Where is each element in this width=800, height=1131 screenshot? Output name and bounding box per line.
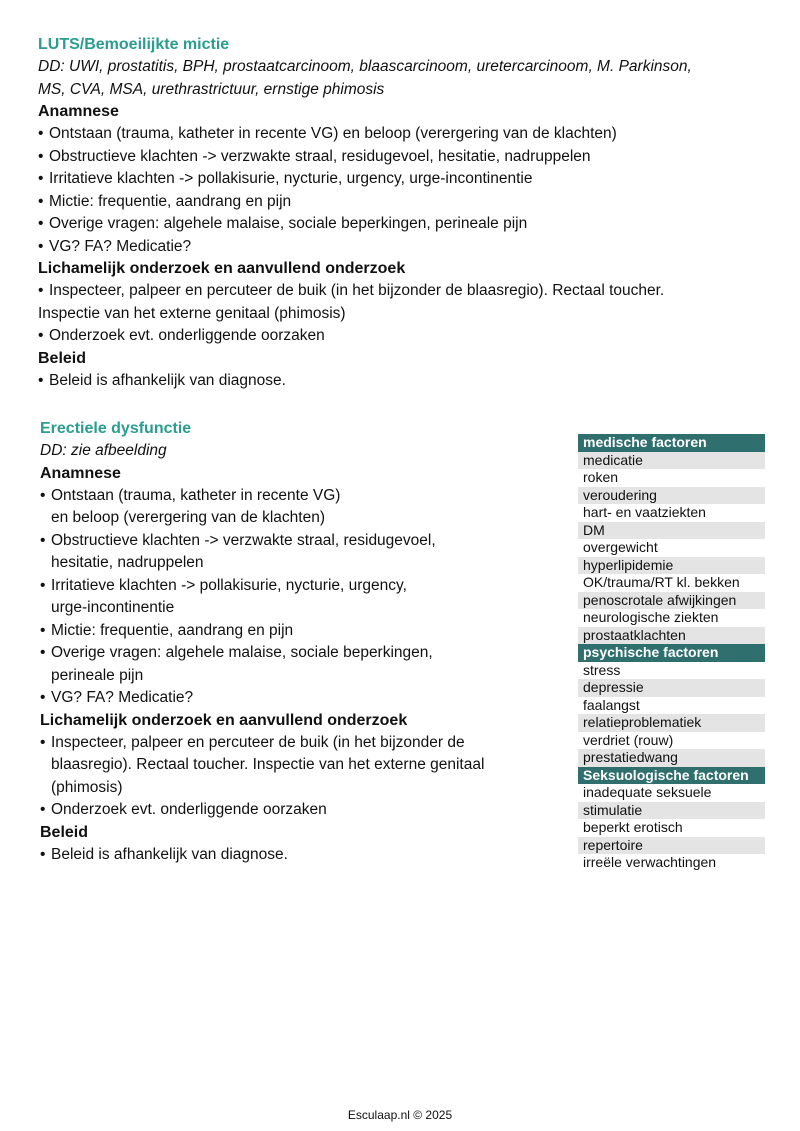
ed-anamnese-heading: Anamnese <box>40 464 121 482</box>
factor-item: faalangst <box>578 697 765 715</box>
factor-item: roken <box>578 469 765 487</box>
ed-anamnese-line: hesitatie, nadruppelen <box>51 554 204 571</box>
factor-group-heading: psychische factoren <box>578 644 765 662</box>
factor-item: DM <box>578 522 765 540</box>
factor-group-heading: medische factoren <box>578 434 765 452</box>
ed-anamnese-line: urge-incontinentie <box>51 599 175 616</box>
factor-item: stress <box>578 662 765 680</box>
factor-item: neurologische ziekten <box>578 609 765 627</box>
factor-item: relatieproblematiek <box>578 714 765 732</box>
footer-copyright: Esculaap.nl © 2025 <box>347 1108 453 1122</box>
luts-section <box>38 34 768 392</box>
factor-item: irreële verwachtingen <box>578 854 765 872</box>
luts-onderzoek-item-continuation: Inspectie van het externe genitaal (phimosis) <box>38 304 346 322</box>
ed-onderzoek-line: • Onderzoek evt. onderliggende oorzaken <box>51 801 327 818</box>
factor-item: inadequate seksuele <box>578 784 765 802</box>
ed-title: Erectiele dysfunctie <box>40 420 192 437</box>
ed-onderzoek-line: • Inspecteer, palpeer en percuteer de buik (in het bijzonder de <box>51 733 465 751</box>
factor-item: penoscrotale afwijkingen <box>578 592 765 610</box>
ed-anamnese-item <box>40 575 560 620</box>
luts-beleid-heading: Beleid <box>38 349 87 367</box>
ed-beleid-heading: Beleid <box>40 823 89 841</box>
factor-item: OK/trauma/RT kl. bekken <box>578 574 765 592</box>
ed-onderzoek-heading: Lichamelijk onderzoek en aanvullend onderzoek <box>40 711 408 729</box>
luts-onderzoek-item: • Onderzoek evt. onderliggende oorzaken <box>38 325 768 348</box>
ed-onderzoek-line: (phimosis) <box>51 778 123 796</box>
ed-anamnese-item <box>40 530 560 575</box>
ed-anamnese-line: • Overige vragen: algehele malaise, sociale beperkingen, <box>51 644 433 661</box>
luts-onderzoek-heading: Lichamelijk onderzoek en aanvullend onderzoek <box>38 260 406 277</box>
ed-anamnese-line: • Irritatieve klachten -> pollakisurie, nycturie, urgency, <box>51 576 407 594</box>
luts-anamnese-item: • VG? FA? Medicatie? <box>38 236 768 259</box>
ed-anamnese-line: • Ontstaan (trauma, katheter in recente VG) <box>51 486 341 504</box>
luts-beleid-item: • Beleid is afhankelijk van diagnose. <box>38 370 768 393</box>
ed-section <box>40 418 560 866</box>
luts-anamnese-item: • Obstructieve klachten -> verzwakte straal, residugevoel, hesitatie, nadruppelen <box>38 146 768 169</box>
factor-item: hyperlipidemie <box>578 557 765 575</box>
luts-dd-line-1: DD: UWI, prostatitis, BPH, prostaatcarcinoom, blaascarcinoom, uretercarcinoom, M. Parkinson, <box>38 58 692 75</box>
factor-item: depressie <box>578 679 765 697</box>
ed-onderzoek-item <box>40 799 560 822</box>
ed-anamnese-line: • VG? FA? Medicatie? <box>51 689 194 706</box>
luts-anamnese-item: • Mictie: frequentie, aandrang en pijn <box>38 191 768 214</box>
ed-anamnese-item <box>40 485 560 530</box>
ed-anamnese-line: en beloop (verergering van de klachten) <box>51 509 326 526</box>
factor-item: stimulatie <box>578 802 765 820</box>
factor-item: hart- en vaatziekten <box>578 504 765 522</box>
factor-item: medicatie <box>578 452 765 470</box>
luts-anamnese-heading: Anamnese <box>38 103 119 120</box>
ed-anamnese-line: • Obstructieve klachten -> verzwakte straal, residugevoel, <box>51 531 436 549</box>
factor-item: veroudering <box>578 487 765 505</box>
ed-anamnese-item <box>40 687 560 710</box>
luts-anamnese-item: • Irritatieve klachten -> pollakisurie, nycturie, urgency, urge-incontinentie <box>38 168 768 191</box>
ed-beleid-item: • Beleid is afhankelijk van diagnose. <box>40 844 560 867</box>
ed-anamnese-line: perineale pijn <box>51 666 144 684</box>
luts-anamnese-item: • Overige vragen: algehele malaise, sociale beperkingen, perineale pijn <box>38 213 768 236</box>
factor-table <box>578 434 765 872</box>
factor-item: verdriet (rouw) <box>578 732 765 750</box>
ed-onderzoek-line: blaasregio). Rectaal toucher. Inspectie van het externe genitaal <box>51 756 485 773</box>
factor-item: prestatiedwang <box>578 749 765 767</box>
factor-item: overgewicht <box>578 539 765 557</box>
ed-onderzoek-item <box>40 732 560 800</box>
luts-dd-line-2: MS, CVA, MSA, urethrastrictuur, ernstige phimosis <box>38 80 385 98</box>
ed-dd: DD: zie afbeelding <box>40 442 167 459</box>
factor-item: prostaatklachten <box>578 627 765 645</box>
luts-title: LUTS/Bemoeilijkte mictie <box>38 36 230 53</box>
factor-group-heading: Seksuologische factoren <box>578 767 765 785</box>
factor-item: beperkt erotisch <box>578 819 765 837</box>
factor-item: repertoire <box>578 837 765 855</box>
ed-anamnese-item <box>40 642 560 687</box>
luts-onderzoek-item: • Inspecteer, palpeer en percuteer de buik (in het bijzonder de blaasregio). Rectaal toucher. <box>38 280 768 303</box>
ed-anamnese-item <box>40 620 560 643</box>
ed-anamnese-line: • Mictie: frequentie, aandrang en pijn <box>51 621 294 639</box>
luts-anamnese-item: • Ontstaan (trauma, katheter in recente VG) en beloop (verergering van de klachten) <box>38 123 768 146</box>
